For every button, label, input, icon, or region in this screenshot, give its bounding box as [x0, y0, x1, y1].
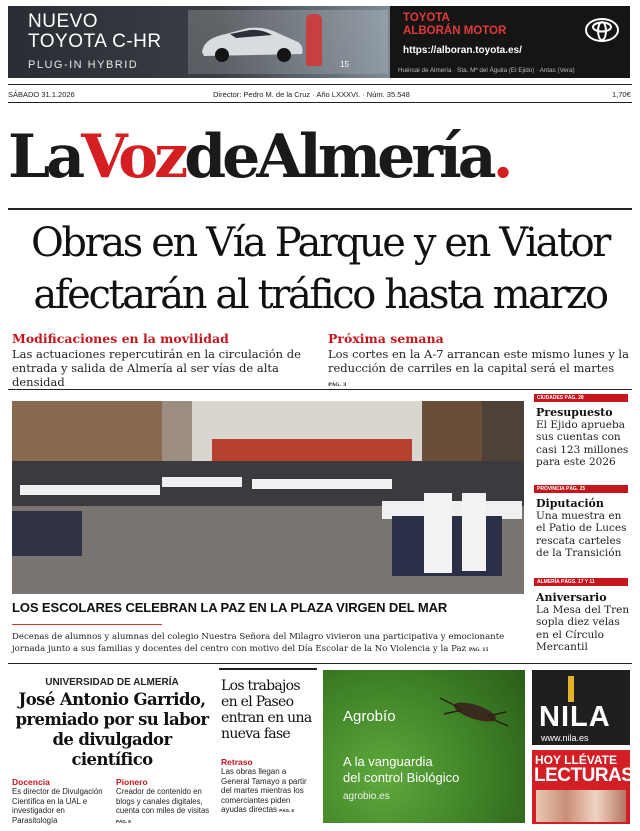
subhead-text-2	[328, 347, 630, 392]
masthead-part3: deAlmería	[184, 122, 493, 192]
issue-director: Director: Pedro M. de la Cruz · Año LXXXVI. · Núm. 35.548	[213, 90, 410, 99]
main-headline[interactable]	[8, 217, 632, 321]
nila-logo: NILA	[539, 701, 611, 733]
paseo-text-body: Las obras llegan a General Tamayo a partir del martes mientras los comerciantes piden ayudas directas	[221, 767, 307, 815]
ad-model-text: NUEVO TOYOTA C-HR	[28, 11, 162, 52]
schoolchildren-photo[interactable]	[12, 401, 524, 594]
ad-dealer-locations: Huércal de Almería · Sta. Mª del Águila (El Ejido) · Antas (Vera)	[398, 67, 575, 74]
sidebar-tag-2: PROVINCIA PÁG. 25	[534, 485, 628, 493]
ad-years-badge: 15	[340, 60, 349, 69]
sidebar-title-2[interactable]: Diputación	[536, 497, 604, 510]
bottom-left-text-2-body: Creador de contenido en blogs y canales digitales, cuenta con miles de visitas	[116, 787, 210, 816]
university-label: UNIVERSIDAD DE ALMERÍA	[45, 677, 179, 688]
sidebar-text-1: El Ejido aprueba sus cuentas con casi 123 millones para este 2026	[536, 419, 629, 469]
lecturas-cover-image	[536, 790, 626, 822]
ad-dealer-url[interactable]: https://alboran.toyota.es/	[403, 45, 522, 56]
paseo-text-page: PÁG. 5	[279, 808, 295, 814]
photo-headline[interactable]: LOS ESCOLARES CELEBRAN LA PAZ EN LA PLAZA VIRGEN DEL MAR	[12, 600, 448, 615]
sidebar-tag-3: ALMERÍA PÁGS. 17 Y 11	[534, 578, 628, 586]
subhead-2-body: Los cortes en la A-7 arrancan este mismo lunes y la reducción de carriles en la capital será el martes	[328, 347, 629, 375]
agrobio-slogan-line-2: del control Biológico	[343, 769, 460, 785]
sidebar-tag-1: CIUDADES PÁG. 28	[534, 394, 628, 402]
newspaper-masthead[interactable]	[8, 122, 632, 192]
bottom-left-text-1: Es director de Divulgación Científica en la UAL e investigador en Parasitología	[12, 787, 103, 825]
mid-top-rule	[219, 668, 317, 670]
bottom-rule	[8, 663, 632, 664]
agrobio-slogan-line-1: A la vanguardia	[343, 754, 433, 769]
nila-tower-icon	[568, 676, 574, 702]
photo-headline-rule	[12, 624, 162, 625]
insect-image	[430, 690, 510, 730]
headline-line-1: Obras en Vía Parque y en Viator	[30, 220, 609, 266]
subhead-2-page: PÁG. 3	[328, 382, 347, 388]
photo-lead-text	[12, 631, 524, 657]
agrobio-url[interactable]: agrobio.es	[343, 791, 390, 802]
agrobio-slogan	[343, 754, 459, 785]
paseo-kicker: Retraso	[221, 757, 253, 767]
sidebar-title-1[interactable]: Presupuesto	[536, 406, 613, 419]
toyota-logo-icon	[584, 16, 620, 44]
masthead-dot: .	[492, 122, 510, 192]
bottom-left-kicker-2: Pionero	[116, 777, 148, 787]
sidebar-text-2: Una muestra en el Patio de Luces rescata carteles de la Transición	[536, 510, 627, 560]
masthead-part1: La	[8, 122, 82, 192]
photo-lead-page: PÁG. 15	[468, 648, 489, 653]
lecturas-top-text: HOY LLÉVATE	[535, 753, 618, 767]
paseo-text	[221, 767, 317, 816]
paseo-headline[interactable]: Los trabajos en el Paseo entran en una nueva fase	[221, 678, 312, 742]
lecturas-logo: LECTURAS	[534, 765, 634, 786]
car-image	[196, 22, 306, 64]
sidebar-text-3: La Mesa del Tren sopla diez velas en el Círculo Mercantil	[536, 604, 630, 654]
bottom-left-kicker-1: Docencia	[12, 777, 50, 787]
bottom-left-text-2	[116, 787, 211, 826]
top-rule	[8, 84, 632, 85]
masthead-part2: Voz	[81, 122, 185, 192]
university-headline[interactable]: José Antonio Garrido, premiado por su labor de divulgador científico	[15, 690, 209, 769]
meta-rule	[8, 102, 632, 103]
subhead-kicker-1: Modificaciones en la movilidad	[12, 331, 229, 346]
headline-line-2: afectarán al tráfico hasta marzo	[33, 272, 607, 318]
masthead-rule	[8, 208, 632, 210]
nila-url[interactable]: www.nila.es	[541, 733, 589, 743]
sidebar-title-3[interactable]: Aniversario	[536, 591, 607, 604]
subhead-kicker-2: Próxima semana	[328, 331, 444, 346]
agrobio-logo: Agrobío	[343, 708, 396, 725]
section-rule	[8, 389, 632, 390]
ad-dealer-name: TOYOTA ALBORÁN MOTOR	[403, 12, 507, 37]
subhead-text-1: Las actuaciones repercutirán en la circulación de entrada y salida de Almería al ser vías de alta densidad	[12, 347, 301, 389]
ad-person-image	[306, 14, 322, 66]
ad-plugin-label: PLUG-IN HYBRID	[28, 59, 139, 71]
photo-lead-body: Decenas de alumnos y alumnas del colegio Nuestra Señora del Milagro vivieron una participativa y emocionante jornada junto a sus familias y docentes del centro con motivo del Día Escolar de la No Violencia y la Paz	[12, 632, 505, 654]
issue-date: SÁBADO 31.1.2026	[8, 90, 75, 99]
bottom-left-text-2-page: PÁG. 8	[116, 818, 131, 824]
issue-price: 1,70€	[612, 90, 631, 99]
